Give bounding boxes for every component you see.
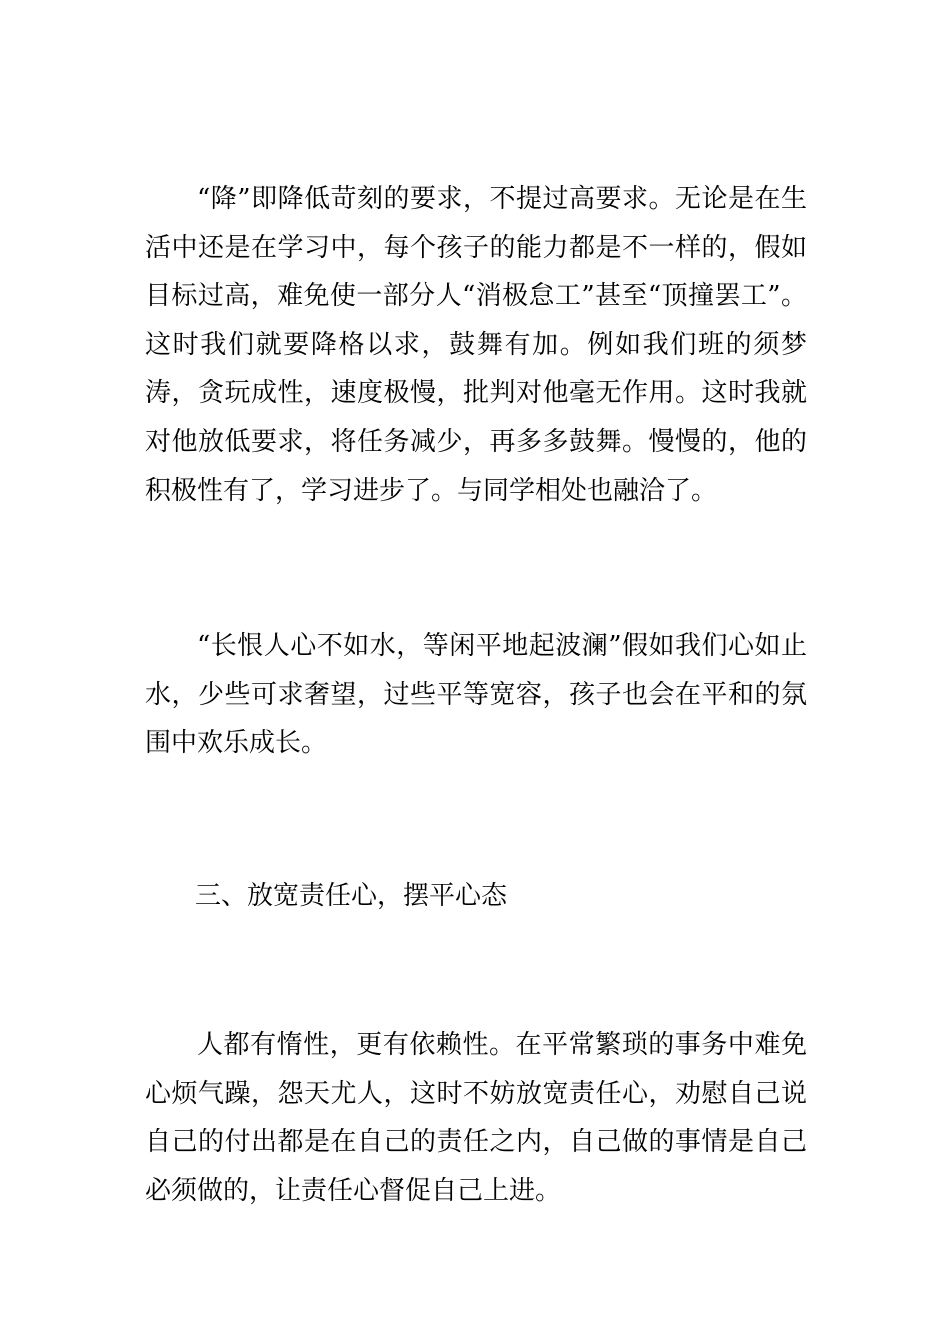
quote-paragraph: “长恨人心不如水，等闲平地起波澜”假如我们心如止水，少些可求奢望，过些平等宽容，孩子也会在平和的氛围中欢乐成长。 (145, 631, 807, 759)
body-paragraph: 人都有惰性，更有依赖性。在平常繁琐的事务中难免心烦气躁，怨天尤人，这时不妨放宽责任心，劝慰自己说自己的付出都是在自己的责任之内，自己做的事情是自己必须做的，让责任心督促自己上进。 (145, 1030, 807, 1206)
body-paragraph: “降”即降低苛刻的要求，不提过高要求。无论是在生活中还是在学习中，每个孩子的能力都是不一样的，假如目标过高，难免使一部分人“消极怠工”甚至“顶撞罢工”。这时我们就要降格以求，鼓舞有加。例如我们班的须梦涛，贪玩成性，速度极慢，批判对他毫无作用。这时我就对他放低要求，将任务减少，再多多鼓舞。慢慢的，他的积极性有了，学习进步了。与同学相处也融洽了。 (145, 184, 807, 506)
section-heading: 三、放宽责任心，摆平心态 (195, 881, 508, 911)
